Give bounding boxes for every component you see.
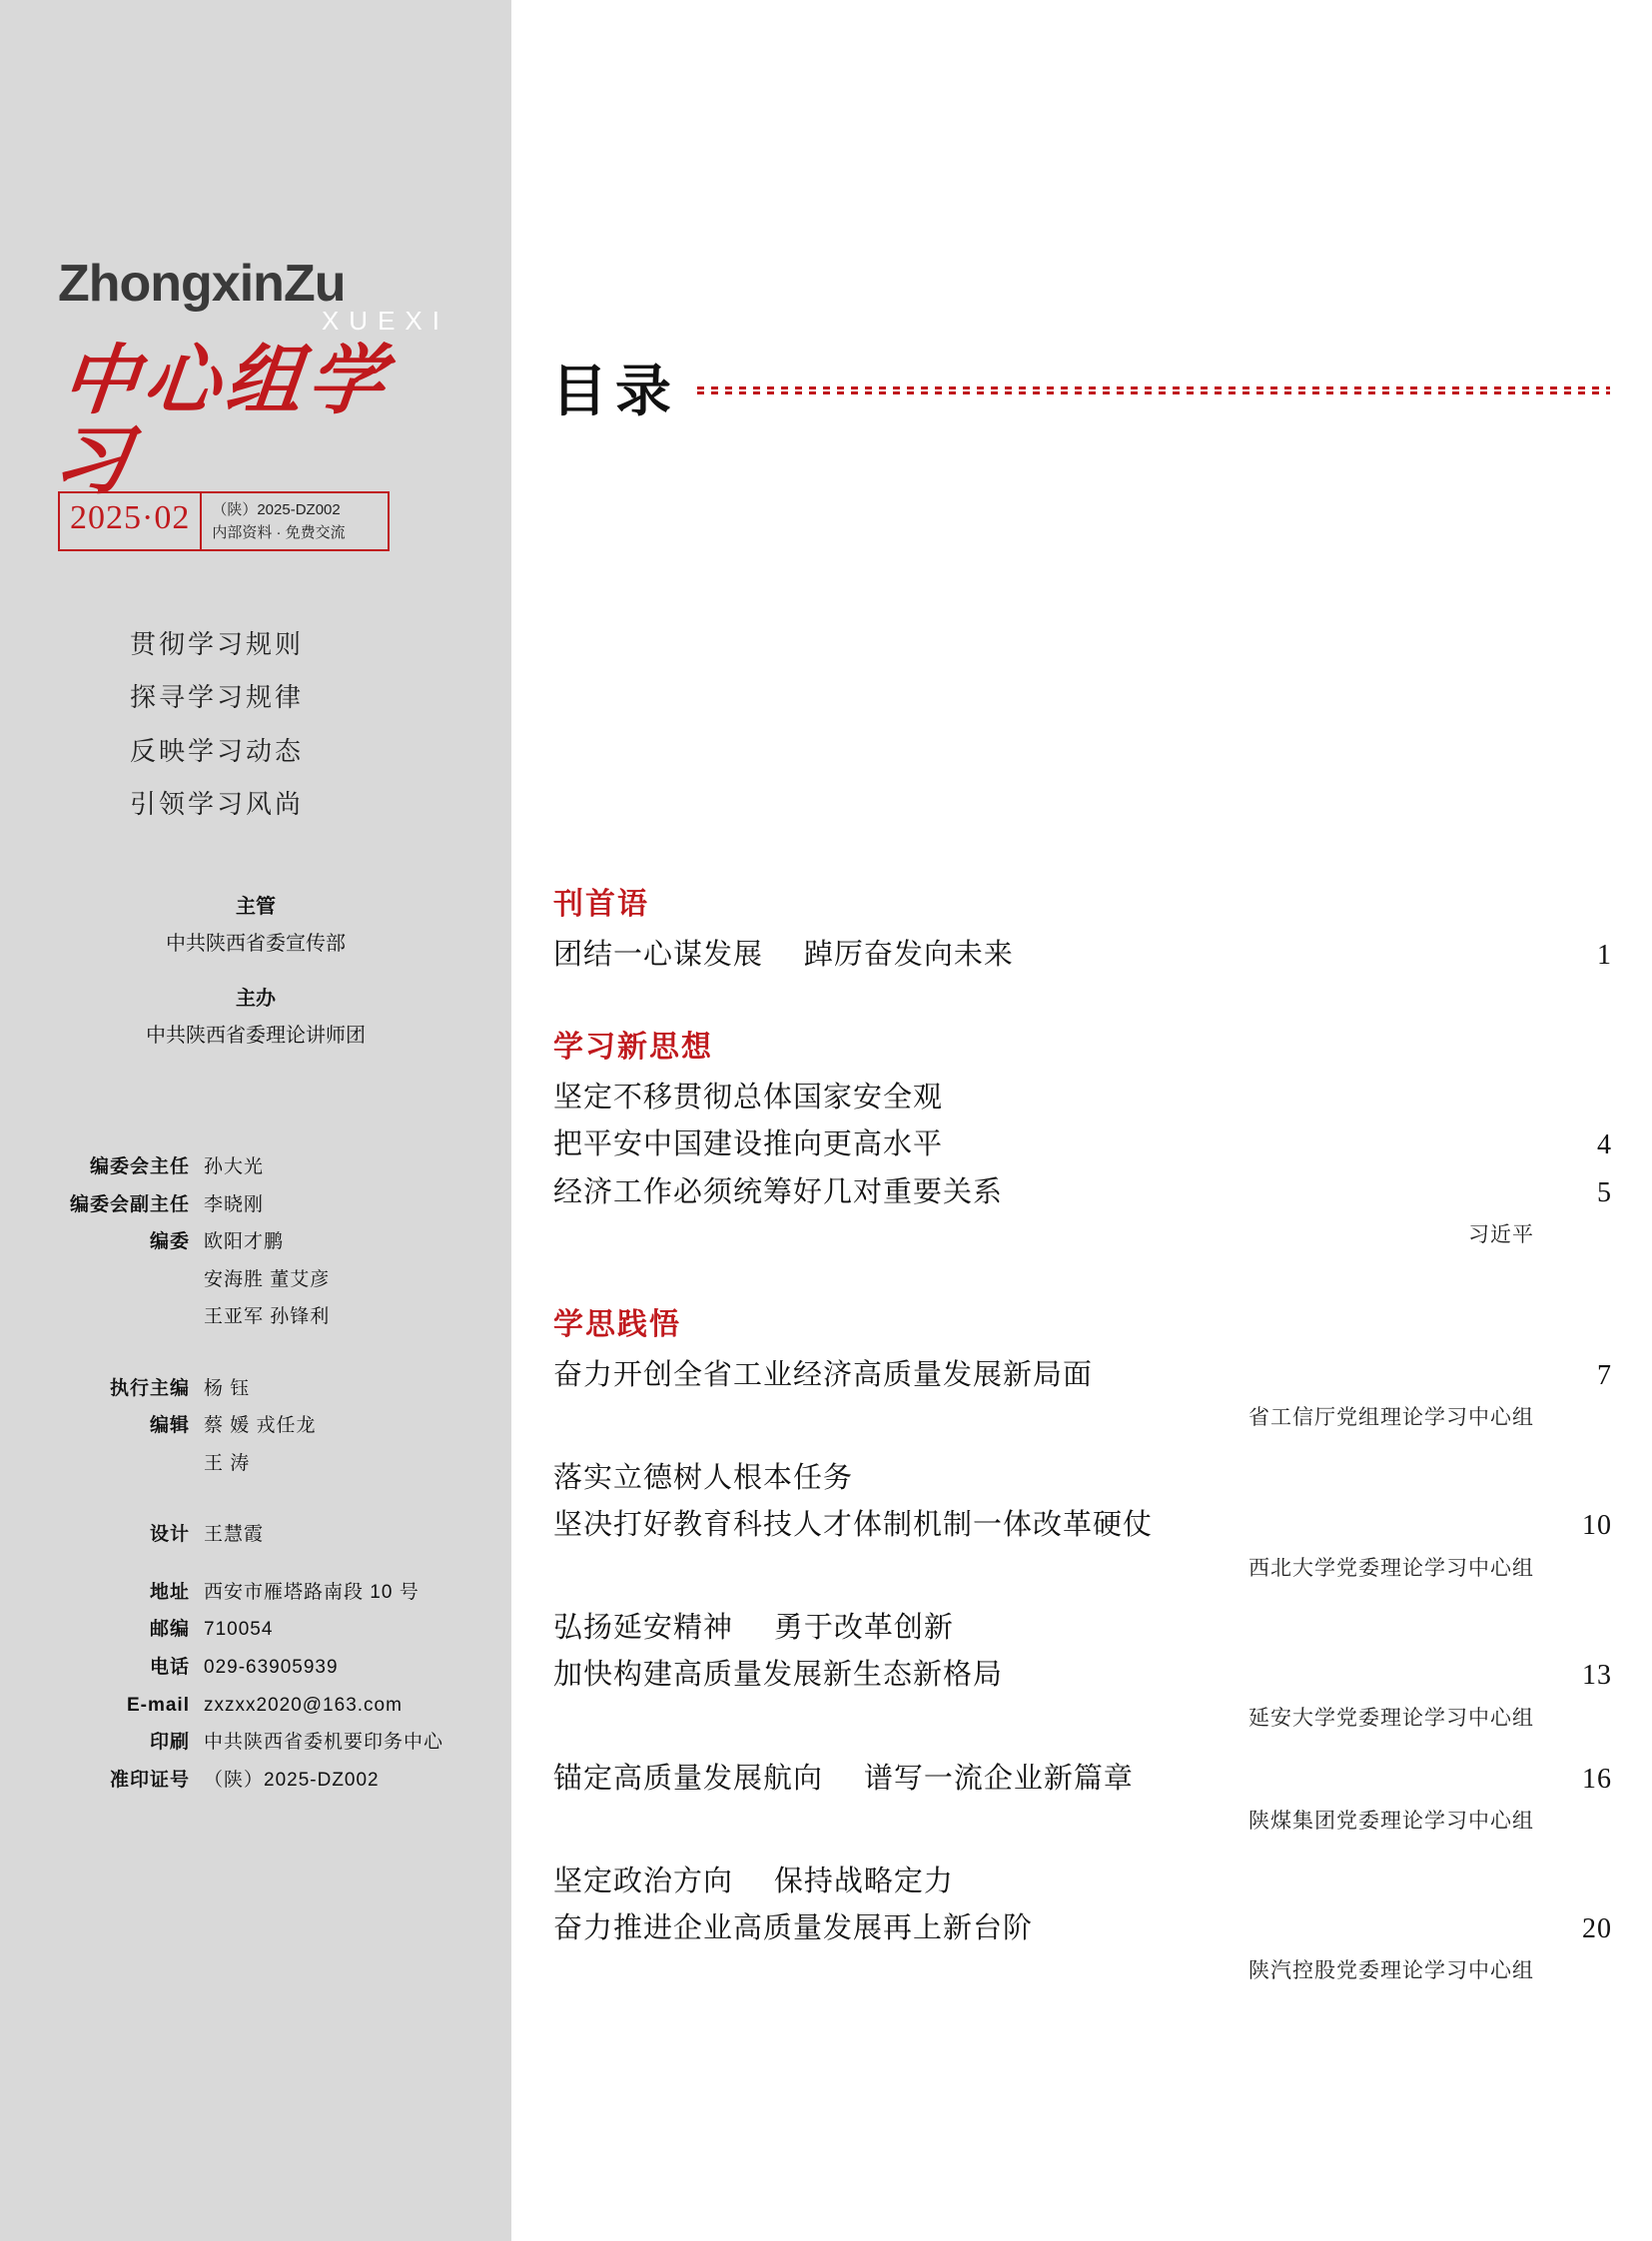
toc-entry[interactable]	[553, 1904, 1612, 1951]
credit-row	[30, 1767, 489, 1795]
section-title: 刊首语	[553, 887, 649, 922]
credit-value: 王亚军 孙锋利	[204, 1306, 331, 1328]
credit-value: 李晓刚	[204, 1193, 265, 1215]
section-spacer	[553, 978, 1612, 1022]
toc-entry[interactable]	[553, 1454, 1612, 1501]
credit-row	[30, 1654, 489, 1682]
credit-key: 执行主编	[109, 1377, 190, 1399]
toc-entry-author: 西北大学党委理论学习中心组	[1248, 1555, 1534, 1580]
credit-value: 蔡 媛 戎任龙	[204, 1415, 317, 1437]
credit-value: 杨 钰	[204, 1377, 251, 1399]
credit-value: 王 涛	[204, 1452, 251, 1474]
credit-value: zxzxx2020@163.com	[204, 1694, 403, 1716]
slogan-list	[130, 619, 304, 832]
logo-pinyin-text: XUEXI	[321, 306, 449, 336]
page-title: 目录	[551, 359, 679, 424]
toc-entry[interactable]	[553, 1755, 1612, 1802]
credit-key: 编委会主任	[89, 1156, 190, 1177]
credit-value: 安海胜 董艾彦	[204, 1268, 331, 1290]
credits-spacer	[30, 1487, 489, 1521]
credit-key	[30, 1266, 204, 1294]
credit-row	[30, 1153, 489, 1181]
header-divider	[697, 383, 1610, 397]
section-title: 学思践悟	[553, 1306, 681, 1342]
slogan-item: 反映学习动态	[130, 736, 305, 767]
toc-entry-author: 陕煤集团党委理论学习中心组	[1248, 1808, 1534, 1833]
toc-entry[interactable]	[553, 1858, 1612, 1904]
credit-key	[30, 1303, 204, 1331]
supervisor-value: 中共陕西省委宣传部	[166, 933, 346, 955]
credit-row	[30, 1579, 489, 1607]
slogan-item: 探寻学习规律	[130, 683, 305, 714]
credit-row	[30, 1228, 489, 1256]
credit-key: 准印证号	[109, 1769, 190, 1791]
logo-latin-text: ZhongxinZu	[58, 255, 346, 313]
credit-value: （陕）2025-DZ002	[204, 1769, 380, 1791]
toc-entry[interactable]	[553, 1120, 1612, 1167]
toc-entry-title: 锚定高质量发展航向 谱写一流企业新篇章	[553, 1760, 1134, 1795]
journal-logo	[49, 255, 457, 504]
toc-entry-title: 奋力开创全省工业经济高质量发展新局面	[553, 1356, 1094, 1391]
credit-key: 电话	[149, 1657, 190, 1679]
contents-header	[551, 348, 1610, 427]
issue-note: 内部资料 · 免费交流	[212, 523, 346, 541]
credit-key: E-mail	[126, 1694, 190, 1716]
credit-key: 编委会副主任	[69, 1193, 190, 1215]
toc-entry-page: 5	[1597, 1176, 1612, 1208]
credit-value: 欧阳才鹏	[204, 1231, 285, 1253]
issue-date: 2025·02	[70, 499, 191, 536]
credit-row	[30, 1521, 489, 1549]
credit-row	[30, 1729, 489, 1757]
toc-entry-title: 团结一心谋发展 踔厉奋发向未来	[553, 937, 1014, 971]
toc-entry-author: 延安大学党委理论学习中心组	[1248, 1705, 1534, 1730]
org-spacer	[0, 963, 511, 981]
credit-value: 029-63905939	[204, 1657, 339, 1679]
supervisor-label: 主管	[236, 896, 276, 918]
entry-spacer	[553, 1842, 1612, 1858]
masthead-panel	[0, 0, 511, 2241]
credit-row	[30, 1303, 489, 1331]
toc-entry-page: 4	[1597, 1129, 1612, 1161]
credit-row	[30, 1191, 489, 1219]
credit-key: 印刷	[149, 1732, 190, 1754]
toc-entry[interactable]	[553, 1074, 1612, 1120]
toc-entry-author: 习近平	[1468, 1222, 1534, 1247]
slogan-item: 引领学习风尚	[130, 789, 305, 820]
toc-entry[interactable]	[553, 931, 1612, 978]
toc-entry-title: 经济工作必须统筹好几对重要关系	[553, 1173, 1004, 1208]
credit-row	[30, 1412, 489, 1440]
entry-spacer	[553, 1438, 1612, 1454]
toc-entry-page: 16	[1582, 1763, 1612, 1795]
sponsor-label: 主办	[236, 988, 276, 1010]
credit-key: 地址	[149, 1581, 190, 1603]
toc-entry-page: 1	[1597, 940, 1612, 971]
toc-entry-page: 10	[1582, 1510, 1612, 1542]
credit-value: 西安市雁塔路南段 10 号	[204, 1581, 419, 1603]
issue-badge	[58, 491, 390, 551]
toc-entry-page: 7	[1597, 1359, 1612, 1391]
organization-block	[0, 889, 511, 1055]
credits-spacer	[30, 1559, 489, 1579]
credit-key: 设计	[149, 1524, 190, 1546]
credit-key: 编辑	[149, 1415, 190, 1437]
toc-entry-title: 加快构建高质量发展新生态新格局	[553, 1657, 1004, 1692]
toc-entry-title: 坚决打好教育科技人才体制机制一体改革硬仗	[553, 1507, 1154, 1542]
issue-code: （陕）2025-DZ002	[212, 501, 341, 518]
credit-row	[30, 1450, 489, 1478]
credit-key	[30, 1450, 204, 1478]
toc-entry-author: 陕汽控股党委理论学习中心组	[1248, 1958, 1534, 1983]
toc-entry-author: 省工信厅党组理论学习中心组	[1248, 1405, 1534, 1430]
credit-key: 编委	[149, 1231, 190, 1253]
credit-row-email	[30, 1692, 489, 1720]
toc-entry-title: 落实立德树人根本任务	[553, 1460, 854, 1495]
credit-value: 710054	[204, 1619, 274, 1641]
toc-entry[interactable]	[553, 1651, 1612, 1698]
issue-meta	[200, 493, 353, 549]
credit-row	[30, 1616, 489, 1644]
credit-value: 中共陕西省委机要印务中心	[204, 1732, 444, 1754]
toc-entry-page: 13	[1582, 1660, 1612, 1692]
toc-entry-title: 把平安中国建设推向更高水平	[553, 1126, 944, 1161]
entry-spacer	[553, 1588, 1612, 1604]
toc-entry-title: 坚定不移贯彻总体国家安全观	[553, 1080, 944, 1115]
entry-spacer	[553, 1739, 1612, 1755]
sponsor-value: 中共陕西省委理论讲师团	[146, 1025, 366, 1047]
slogan-item: 贯彻学习规则	[130, 630, 305, 660]
toc-entry[interactable]	[553, 1501, 1612, 1548]
contents-list	[553, 879, 1612, 1991]
toc-entry-title: 弘扬延安精神 勇于改革创新	[553, 1610, 954, 1645]
credit-row	[30, 1266, 489, 1294]
credit-value: 孙大光	[204, 1156, 265, 1177]
credit-key: 邮编	[149, 1619, 190, 1641]
toc-entry-page: 20	[1582, 1912, 1612, 1944]
logo-chinese-title: 中心组学习	[49, 336, 395, 504]
toc-entry-title: 坚定政治方向 保持战略定力	[553, 1863, 954, 1897]
section-spacer	[553, 1255, 1612, 1299]
credits-block	[30, 1153, 489, 1804]
toc-entry[interactable]	[553, 1168, 1612, 1215]
credits-spacer	[30, 1341, 489, 1375]
credit-value: 王慧霞	[204, 1524, 265, 1546]
section-title: 学习新思想	[553, 1030, 713, 1066]
credit-row	[30, 1375, 489, 1403]
toc-entry[interactable]	[553, 1351, 1612, 1398]
contents-panel	[511, 0, 1652, 2241]
toc-entry[interactable]	[553, 1604, 1612, 1651]
toc-entry-title: 奋力推进企业高质量发展再上新台阶	[553, 1909, 1034, 1944]
